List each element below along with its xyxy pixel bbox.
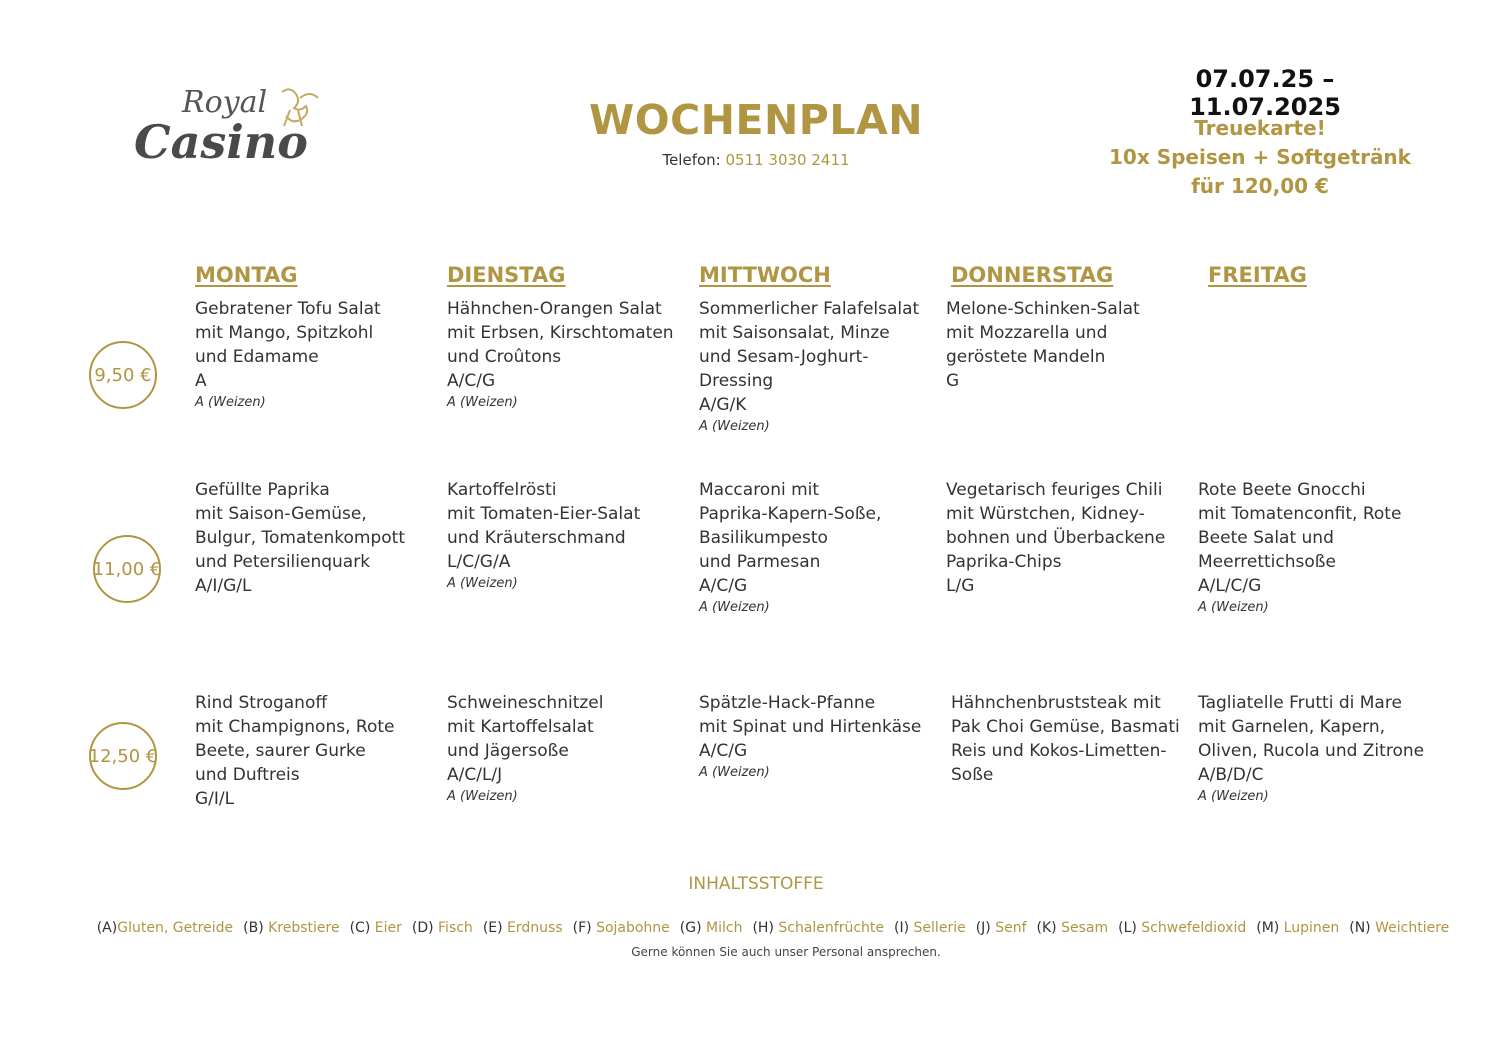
dish-text-line: mit Würstchen, Kidney-	[946, 504, 1145, 524]
ingredient-name: Schalenfrüchte	[778, 920, 885, 936]
dish-text-line: bohnen und Überbackene	[946, 528, 1166, 548]
ingredient-name: Eier	[374, 920, 402, 936]
dish-text-line: geröstete Mandeln	[946, 347, 1106, 367]
dish-text-line: mit Champignons, Rote	[195, 717, 395, 737]
ingredient-item	[243, 920, 339, 936]
dish-mon-2	[195, 478, 423, 598]
dish-text-line: Gebratener Tofu Salat	[195, 299, 381, 319]
price-badge-row2: 11,00 €	[93, 535, 161, 603]
allergen-note: A (Weizen)	[1198, 789, 1269, 804]
dish-wed-2	[699, 478, 927, 618]
dish-text-line: mit Kartoffelsalat	[447, 717, 594, 737]
dish-thu-1	[946, 297, 1174, 393]
allergen-note: A (Weizen)	[447, 395, 518, 410]
dish-text-line: und Croûtons	[447, 347, 562, 367]
svg-text:Casino: Casino	[134, 115, 308, 169]
allergen-codes: A	[195, 371, 207, 391]
dish-text-line: mit Tomatenconfit, Rote	[1198, 504, 1402, 524]
ingredient-key: (H)	[752, 920, 779, 936]
dish-fri-2	[1198, 478, 1426, 618]
week-dates: 07.07.25 –11.07.2025	[1189, 65, 1341, 121]
ingredients-title: INHALTSSTOFFE	[688, 874, 824, 894]
dish-text-line: Beete Salat und	[1198, 528, 1334, 548]
dish-text-line: mit Spinat und Hirtenkäse	[699, 717, 922, 737]
ingredient-key: (E)	[482, 920, 508, 936]
dish-text-line: Hähnchenbruststeak mit	[951, 693, 1161, 713]
ingredient-name: Weichtiere	[1375, 920, 1450, 936]
dish-wed-1	[699, 297, 927, 437]
dish-tue-2	[447, 478, 675, 594]
dish-text-line: und Kräuterschmand	[447, 528, 626, 548]
dish-text-line: Bulgur, Tomatenkompott	[195, 528, 406, 548]
dish-text-line: Pak Choi Gemüse, Basmati	[951, 717, 1180, 737]
dish-text-line: Dressing	[699, 371, 774, 391]
dish-text-line: und Duftreis	[195, 765, 300, 785]
ingredient-name: Erdnuss	[507, 920, 563, 936]
dish-text-line: Vegetarisch feuriges Chili	[946, 480, 1163, 500]
allergen-codes: A/C/G	[447, 371, 496, 391]
ingredient-name: Schwefeldioxid	[1141, 920, 1247, 936]
loyalty-line-2: 10x Speisen + Softgetränk	[1109, 145, 1411, 169]
allergen-codes: A/C/G	[699, 576, 748, 596]
ingredient-item	[1037, 920, 1109, 936]
allergen-note: A (Weizen)	[1198, 600, 1269, 615]
dish-text-line: Gefüllte Paprika	[195, 480, 330, 500]
ingredient-item	[1118, 920, 1246, 936]
ingredient-name: Gluten, Getreide	[117, 920, 234, 936]
dish-text-line: Melone-Schinken-Salat	[946, 299, 1140, 319]
ingredient-key: (F)	[572, 920, 597, 936]
ingredient-item	[412, 920, 473, 936]
ingredient-name: Sojabohne	[596, 920, 670, 936]
ingredient-item	[573, 920, 670, 936]
day-wednesday: MITTWOCH	[699, 263, 831, 287]
allergen-note: A (Weizen)	[699, 765, 770, 780]
ingredient-name: Fisch	[438, 920, 473, 936]
ingredient-key: (C)	[349, 920, 375, 936]
dish-fri-3	[1198, 691, 1426, 807]
ingredient-item	[1349, 920, 1449, 936]
allergen-note: A (Weizen)	[699, 419, 770, 434]
allergen-codes: G	[946, 371, 960, 391]
ingredient-item	[350, 920, 402, 936]
dish-text-line: Oliven, Rucola und Zitrone	[1198, 741, 1425, 761]
ingredient-item	[97, 920, 233, 936]
ingredient-key: (D)	[411, 920, 439, 936]
ingredient-key: (B)	[243, 920, 269, 936]
dish-text-line: Reis und Kokos-Limetten-	[951, 741, 1167, 761]
ingredient-name: Krebstiere	[268, 920, 340, 936]
ingredient-name: Milch	[706, 920, 743, 936]
price-badge-row3: 12,50 €	[89, 722, 157, 790]
ingredient-key: (K)	[1036, 920, 1062, 936]
allergen-codes: A/I/G/L	[195, 576, 252, 596]
allergen-note: A (Weizen)	[447, 576, 518, 591]
dish-text-line: mit Garnelen, Kapern,	[1198, 717, 1386, 737]
allergen-codes: A/L/C/G	[1198, 576, 1262, 596]
dish-text-line: Schweineschnitzel	[447, 693, 604, 713]
allergen-note: A (Weizen)	[447, 789, 518, 804]
ingredient-item	[752, 920, 884, 936]
dish-text-line: mit Erbsen, Kirschtomaten	[447, 323, 674, 343]
ingredient-item	[680, 920, 743, 936]
dish-mon-3	[195, 691, 423, 811]
ingredient-name: Senf	[995, 920, 1027, 936]
dish-text-line: mit Saison-Gemüse,	[195, 504, 367, 524]
dish-text-line: Maccaroni mit	[699, 480, 820, 500]
ingredients-note: Gerne können Sie auch unser Personal ansprechen.	[631, 945, 941, 959]
dish-text-line: Beete, saurer Gurke	[195, 741, 366, 761]
allergen-note: A (Weizen)	[699, 600, 770, 615]
dish-text-line: Soße	[951, 765, 994, 785]
ingredients-list	[0, 920, 1497, 936]
ingredient-item	[894, 920, 966, 936]
allergen-codes: A/C/G	[699, 741, 748, 761]
dish-text-line: und Edamame	[195, 347, 319, 367]
dish-tue-3	[447, 691, 675, 807]
ingredient-key: (A)	[96, 920, 118, 936]
svg-text:Royal: Royal	[182, 85, 268, 120]
dish-text-line: mit Tomaten-Eier-Salat	[447, 504, 641, 524]
dish-wed-3	[699, 691, 927, 783]
allergen-codes: A/B/D/C	[1198, 765, 1264, 785]
ingredient-name: Sellerie	[913, 920, 966, 936]
day-monday: MONTAG	[195, 263, 298, 287]
dish-text-line: und Petersilienquark	[195, 552, 371, 572]
price-badge-row1: 9,50 €	[89, 341, 157, 409]
dish-text-line: Basilikumpesto	[699, 528, 828, 548]
ingredient-name: Sesam	[1061, 920, 1109, 936]
dish-text-line: Spätzle-Hack-Pfanne	[699, 693, 876, 713]
allergen-codes: A/G/K	[699, 395, 747, 415]
phone-label: Telefon:	[662, 151, 726, 169]
dish-thu-2	[946, 478, 1174, 598]
dish-text-line: Hähnchen-Orangen Salat	[447, 299, 662, 319]
dish-text-line: mit Mozzarella und	[946, 323, 1108, 343]
day-thursday: DONNERSTAG	[951, 263, 1114, 287]
dish-text-line: Rind Stroganoff	[195, 693, 328, 713]
allergen-codes: L/G	[946, 576, 975, 596]
dish-text-line: Rote Beete Gnocchi	[1198, 480, 1366, 500]
dish-text-line: und Sesam-Joghurt-	[699, 347, 869, 367]
ingredient-item	[483, 920, 563, 936]
ingredient-key: (I)	[894, 920, 914, 936]
dish-tue-1	[447, 297, 675, 413]
dish-text-line: und Jägersoße	[447, 741, 569, 761]
dish-text-line: mit Saisonsalat, Minze	[699, 323, 890, 343]
page-title: WOCHENPLAN	[588, 96, 924, 144]
dish-text-line: Paprika-Kapern-Soße,	[699, 504, 882, 524]
dish-text-line: Meerrettichsoße	[1198, 552, 1336, 572]
ingredient-key: (J)	[975, 920, 996, 936]
dish-text-line: Sommerlicher Falafelsalat	[699, 299, 920, 319]
dish-thu-3	[951, 691, 1179, 787]
allergen-codes: G/I/L	[195, 789, 235, 809]
dish-text-line: mit Mango, Spitzkohl	[195, 323, 374, 343]
dish-text-line: Tagliatelle Frutti di Mare	[1198, 693, 1402, 713]
ingredient-item	[1256, 920, 1339, 936]
dish-text-line: Paprika-Chips	[946, 552, 1062, 572]
day-tuesday: DIENSTAG	[447, 263, 566, 287]
loyalty-line-1: Treuekarte!	[1194, 116, 1326, 140]
ingredient-key: (G)	[679, 920, 707, 936]
allergen-note: A (Weizen)	[195, 395, 266, 410]
ingredient-key: (N)	[1349, 920, 1376, 936]
ingredient-key: (L)	[1118, 920, 1142, 936]
phone-number[interactable]: 0511 3030 2411	[725, 151, 850, 169]
loyalty-line-3: für 120,00 €	[1191, 174, 1329, 198]
ingredient-key: (M)	[1256, 920, 1284, 936]
loyalty-card-info	[1105, 114, 1415, 201]
allergen-codes: A/C/L/J	[447, 765, 503, 785]
day-friday: FREITAG	[1208, 263, 1307, 287]
dish-text-line: und Parmesan	[699, 552, 821, 572]
ingredient-name: Lupinen	[1283, 920, 1340, 936]
dish-mon-1	[195, 297, 423, 413]
dish-text-line: Kartoffelrösti	[447, 480, 557, 500]
ingredient-item	[976, 920, 1027, 936]
allergen-codes: L/C/G/A	[447, 552, 511, 572]
